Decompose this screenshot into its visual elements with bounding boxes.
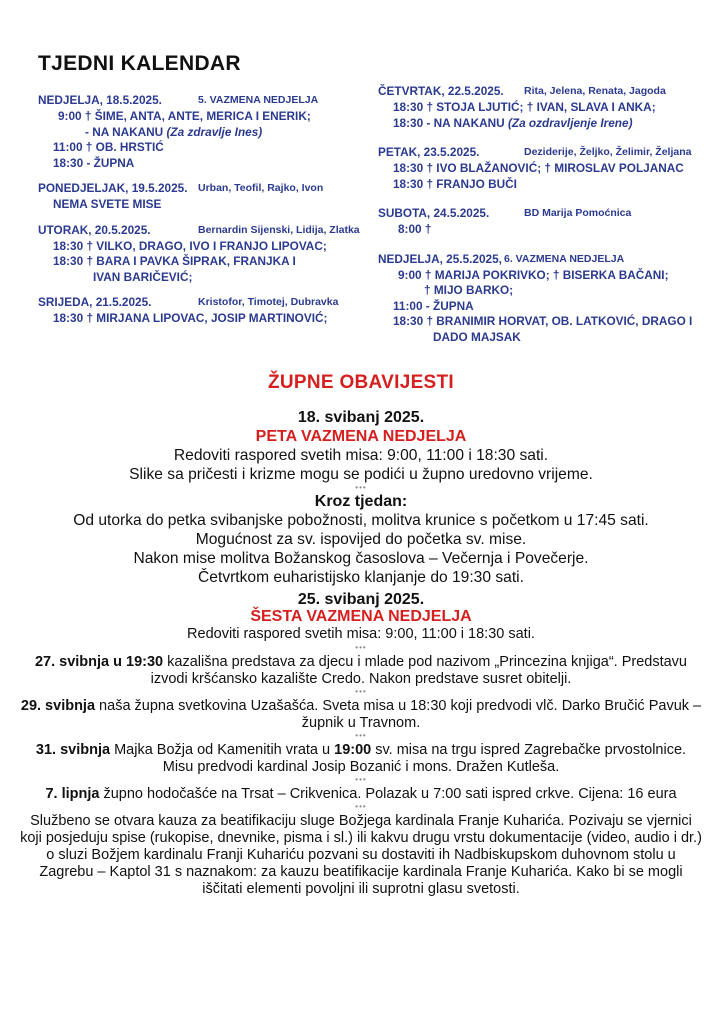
sunday-name: PETA VAZMENA NEDJELJA — [255, 428, 467, 445]
mass-line: † MIJO BARKO; — [424, 283, 514, 297]
sunday-date: 18. svibanj 2025. — [297, 409, 425, 426]
mass-line: 18:30 - ŽUPNA — [53, 155, 135, 170]
announcement-event: 27. svibnja u 19:30 kazališna predstava za djecu i mlade pod nazivom „Princezina knjiga“. Predstavu izvodi kršćansko kazalište Credo. Nakon predstave susret obitelji. — [34, 654, 688, 687]
announcement-line: Redoviti raspored svetih misa: 9:00, 11:00 i 18:30 sati. — [187, 626, 535, 642]
mass-line: 8:00 † — [398, 222, 432, 236]
day-thursday-22 — [378, 84, 708, 131]
announcement-line: Nakon mise molitva Božanskog časoslova – Večernja i Povečerje. — [133, 550, 589, 567]
beatification-notice: Službeno se otvara kauza za beatifikaciju sluge Božjega kardinala Franje Kuharića. Pozivaju se vjernici koji posjeduju spise (rukopise, dnevnike, pisma i sl.) ili kakvu drugu vrstu dokumentacije (video, audio i dr.) o sluzi Božjem kardinalu Franji Kuhariću pozvani su dostaviti ih Nadbiskupskom duhovnom stolu u Zagrebu – Kaptol 31 s naznakom: za kauzu beatifikacije kardinala Franje Kuharića. Kako bi se mogli iščitati elementi povoljni ili suprotni glasu svetosti. — [20, 813, 702, 897]
announcement-line: Četvrtkom euharistijsko klanjanje do 19:30 sati. — [198, 569, 524, 586]
mass-line: NEMA SVETE MISE — [53, 197, 162, 211]
day-date: SRIJEDA, 21.5.2025. — [38, 295, 152, 309]
day-saints: 5. VAZMENA NEDJELJA — [198, 94, 319, 106]
mass-line: 18:30 † STOJA LJUTIĆ; † IVAN, SLAVA I ANKA; — [393, 100, 656, 114]
intention-note: (Za zdravlje Ines) — [166, 124, 263, 139]
day-date: PONEDJELJAK, 19.5.2025. — [38, 181, 188, 195]
separator: ••• — [355, 802, 367, 811]
intention-note: (Za ozdravljenje Irene) — [507, 115, 633, 130]
announcement-line: Redoviti raspored svetih misa: 9:00, 11:00 i 18:30 sati. — [173, 447, 549, 464]
mass-line: 9:00 † ŠIME, ANTA, ANTE, MERICA I ENERIK; — [58, 109, 311, 123]
day-date: NEDJELJA, 18.5.2025. — [38, 93, 162, 107]
day-saints: 6. VAZMENA NEDJELJA — [504, 252, 625, 265]
separator: ••• — [355, 731, 367, 740]
week-heading: Kroz tjedan: — [314, 493, 408, 510]
mass-line: IVAN BARIČEVIĆ; — [93, 269, 193, 284]
mass-line: 18:30 - NA NAKANU (Za ozdravljenje Irene) — [393, 115, 633, 130]
mass-line: 18:30 † IVO BLAŽANOVIĆ; † MIROSLAV POLJANAC — [393, 161, 684, 175]
day-friday-23 — [378, 145, 708, 192]
mass-line: 18:30 † VILKO, DRAGO, IVO I FRANJO LIPOVAC; — [53, 238, 327, 253]
calendar-left-column — [38, 93, 368, 335]
day-tuesday-20 — [38, 223, 368, 286]
mass-line: 11:00 - ŽUPNA — [393, 298, 474, 313]
mass-line: DADO MAJSAK — [433, 329, 521, 344]
day-sunday-18 — [38, 93, 368, 171]
day-saints: Bernardin Sijenski, Lidija, Zlatka — [198, 223, 360, 236]
announcement-event: 31. svibnja Majka Božja od Kamenitih vrata u 19:00 sv. misa na trgu ispred Zagrebačke prvostolnice. Misu predvodi kardinal Josip Bozanić i mons. Dražen Kutleša. — [35, 742, 687, 775]
mass-line: 18:30 † FRANJO BUČI — [393, 176, 517, 191]
calendar-right-column — [378, 84, 708, 353]
day-saints: BD Marija Pomoćnica — [524, 207, 632, 219]
mass-line: 18:30 † MIRJANA LIPOVAC, JOSIP MARTINOVIĆ; — [53, 311, 328, 325]
mass-line: 9:00 † MARIJA POKRIVKO; † BISERKA BAČANI; — [398, 267, 669, 282]
separator: ••• — [355, 483, 367, 492]
day-date: UTORAK, 20.5.2025. — [38, 222, 151, 237]
announcements-title: ŽUPNE OBAVIJESTI — [267, 372, 455, 393]
day-saints: Deziderije, Željko, Želimir, Željana — [524, 146, 692, 158]
mass-line: 18:30 † BRANIMIR HORVAT, OB. LATKOVIĆ, DRAGO I — [393, 314, 693, 328]
day-date: SUBOTA, 24.5.2025. — [378, 206, 490, 220]
day-saints: Kristofor, Timotej, Dubravka — [198, 296, 339, 308]
announcement-line: Slike sa pričesti i krizme mogu se podići u župno uredovno vrijeme. — [129, 466, 593, 483]
day-date: NEDJELJA, 25.5.2025, — [378, 251, 502, 266]
mass-line: 11:00 † OB. HRSTIĆ — [53, 140, 164, 154]
announcement-event: 7. lipnja župno hodočašće na Trsat – Crikvenica. Polazak u 7:00 sati ispred crkve. Cijena: 16 eura — [45, 786, 677, 802]
announcements-body — [20, 405, 702, 898]
separator: ••• — [355, 687, 367, 696]
day-saints: Rita, Jelena, Renata, Jagoda — [524, 85, 666, 97]
sunday-name: ŠESTA VAZMENA NEDJELJA — [250, 608, 472, 625]
separator: ••• — [355, 643, 367, 652]
mass-line: - NA NAKANU (Za zdravlje Ines) — [85, 124, 263, 139]
day-monday-19 — [38, 181, 368, 213]
mass-line: 18:30 † BARA I PAVKA ŠIPRAK, FRANJKA I — [53, 254, 296, 268]
sunday-date: 25. svibanj 2025. — [297, 591, 425, 608]
day-saturday-24 — [378, 206, 708, 238]
day-wednesday-21 — [38, 295, 368, 327]
announcement-event: 29. svibnja naša župna svetkovina Uzašašća. Sveta misa u 18:30 koji predvodi vlč. Darko Bručić Pavuk – župnik u Travnom. — [20, 698, 702, 731]
day-sunday-25 — [378, 252, 708, 346]
day-saints: Urban, Teofil, Rajko, Ivon — [198, 182, 324, 194]
announcement-line: Od utorka do petka svibanjske pobožnosti, molitva krunice s početkom u 17:45 sati. — [73, 512, 649, 529]
day-date: PETAK, 23.5.2025. — [378, 145, 480, 159]
calendar-title: TJEDNI KALENDAR — [38, 52, 241, 75]
day-date: ČETVRTAK, 22.5.2025. — [378, 84, 504, 98]
announcement-line: Mogućnost za sv. ispovijed do početka sv. mise. — [195, 531, 527, 548]
separator: ••• — [355, 775, 367, 784]
